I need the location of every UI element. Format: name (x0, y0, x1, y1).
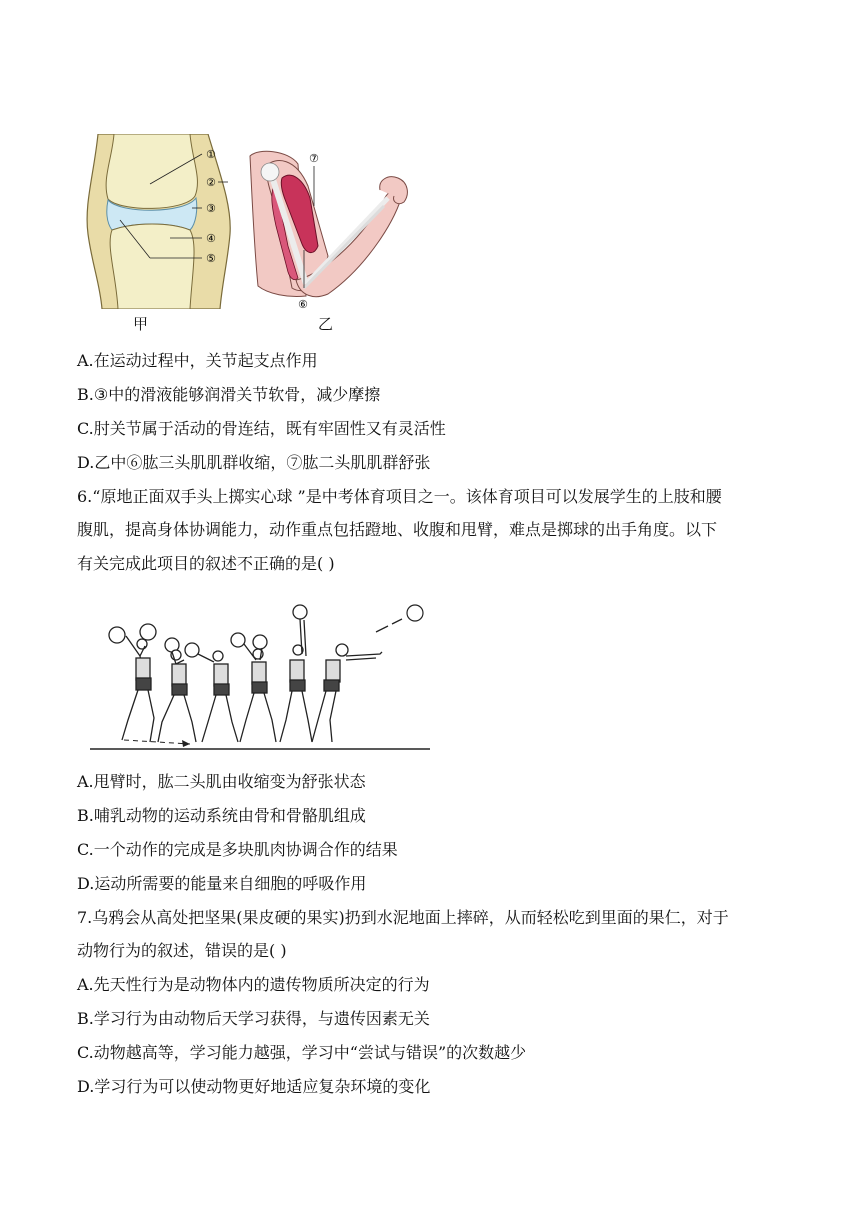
joint-label-4: ④ (206, 232, 216, 245)
joint-diagram (80, 134, 250, 309)
q6-option-d: D.运动所需要的能量来自细胞的呼吸作用 (77, 874, 367, 893)
q5-option-c: C.肘关节属于活动的骨连结，既有牢固性又有灵活性 (77, 419, 446, 438)
figure-caption-yi: 乙 (318, 315, 334, 333)
q7-option-b: B.学习行为由动物后天学习获得，与遗传因素无关 (77, 1009, 430, 1028)
q7-option-d: D.学习行为可以使动物更好地适应复杂环境的变化 (77, 1077, 431, 1096)
q7-option-a: A.先天性行为是动物体内的遗传物质所决定的行为 (77, 975, 430, 994)
joint-label-3: ③ (206, 202, 216, 215)
q6-stem-line-2: 腹肌，提高身体协调能力，动作重点包括蹬地、收腹和甩臂，难点是掷球的出手角度。以下 (77, 520, 718, 539)
ball-throw-sequence-illustration (90, 600, 435, 760)
joint-label-2: ② (206, 176, 216, 189)
q6-option-a: A.甩臂时，肱二头肌由收缩变为舒张状态 (77, 772, 366, 791)
joint-label-1: ① (206, 148, 216, 161)
arm-muscle-diagram (248, 146, 418, 311)
q6-option-c: C.一个动作的完成是多块肌肉协调合作的结果 (77, 840, 398, 859)
q7-stem-line-2: 动物行为的叙述，错误的是( ) (77, 941, 287, 960)
q6-option-b: B.哺乳动物的运动系统由骨和骨骼肌组成 (77, 806, 366, 825)
figure-caption-jia: 甲 (133, 315, 149, 333)
q5-option-d: D.乙中⑥肱三头肌肌群收缩，⑦肱二头肌肌群舒张 (77, 453, 431, 472)
q5-option-b: B.③中的滑液能够润滑关节软骨，减少摩擦 (77, 385, 381, 404)
q5-option-a: A.在运动过程中，关节起支点作用 (77, 351, 318, 370)
q7-option-c: C.动物越高等，学习能力越强，学习中“尝试与错误”的次数越少 (77, 1043, 527, 1062)
joint-label-5: ⑤ (206, 252, 216, 265)
arm-label-6: ⑥ (298, 298, 308, 311)
q6-stem-line-1: 6.“原地正面双手头上掷实心球 ”是中考体育项目之一。该体育项目可以发展学生的上肢和腰 (77, 487, 722, 506)
q7-stem-line-1: 7.乌鸦会从高处把坚果(果皮硬的果实)扔到水泥地面上摔碎，从而轻松吃到里面的果仁，对于 (77, 908, 729, 927)
q6-stem-line-3: 有关完成此项目的叙述不正确的是( ) (77, 554, 335, 573)
arm-label-7: ⑦ (309, 152, 319, 165)
